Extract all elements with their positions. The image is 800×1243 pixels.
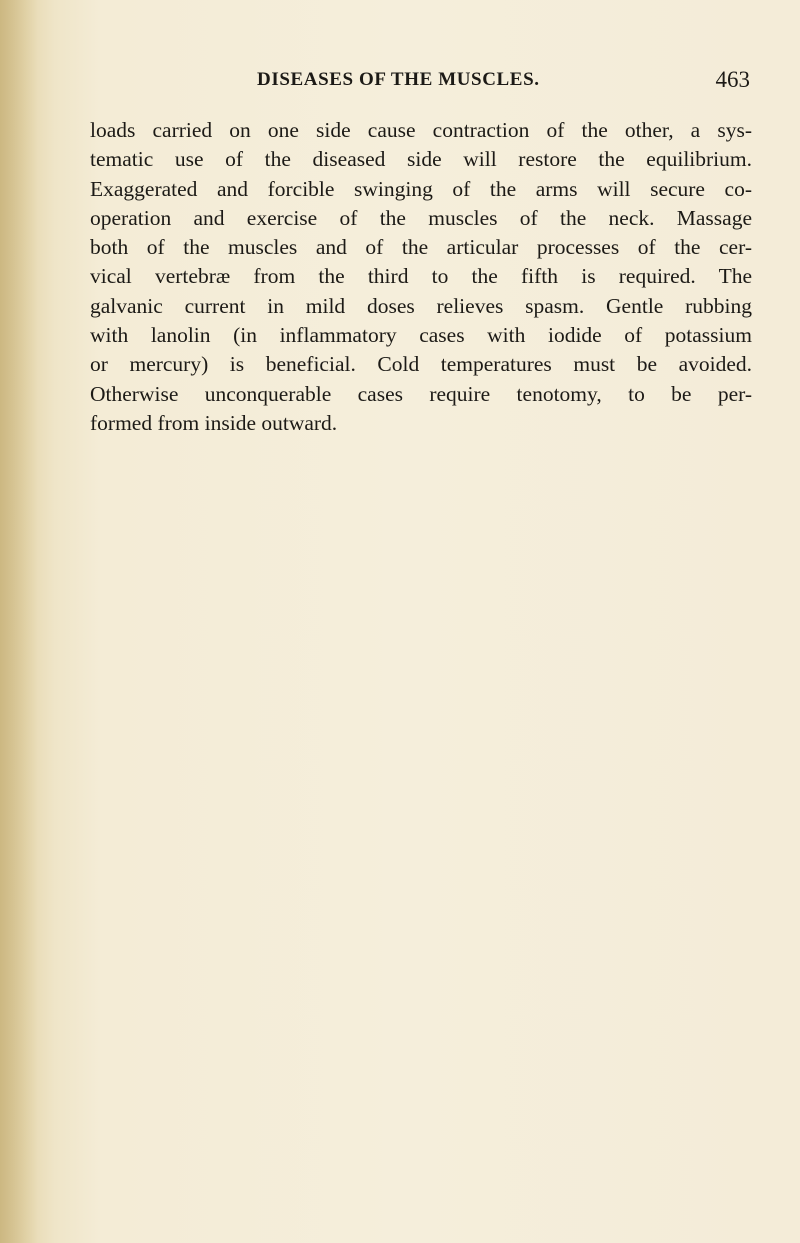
- text-line: operation and exercise of the muscles of the neck. Massage: [90, 205, 752, 230]
- text-line: vical vertebræ from the third to the fifth is required. The: [90, 264, 752, 289]
- page-number: 463: [715, 67, 750, 92]
- running-head-title: DISEASES OF THE MUSCLES.: [257, 69, 540, 90]
- text-line: tematic use of the diseased side will restore the equilibrium.: [90, 147, 752, 172]
- text-line: Otherwise unconquerable cases require tenotomy, to be per-: [90, 381, 752, 406]
- text-line: formed from inside outward.: [90, 410, 338, 435]
- text-line: both of the muscles and of the articular processes of the cer-: [90, 235, 752, 260]
- running-head: [90, 69, 750, 99]
- text-line: loads carried on one side cause contraction of the other, a sys-: [90, 118, 752, 142]
- text-line: Exaggerated and forcible swinging of the arms will secure co-: [90, 176, 752, 201]
- text-line: with lanolin (in inflammatory cases with iodide of potassium: [90, 323, 752, 348]
- text-line: or mercury) is beneficial. Cold temperatures must be avoided.: [90, 352, 752, 377]
- page-gutter-shadow: [0, 0, 38, 1243]
- text-line: galvanic current in mild doses relieves spasm. Gentle rubbing: [90, 293, 752, 318]
- body-paragraph: [90, 116, 752, 438]
